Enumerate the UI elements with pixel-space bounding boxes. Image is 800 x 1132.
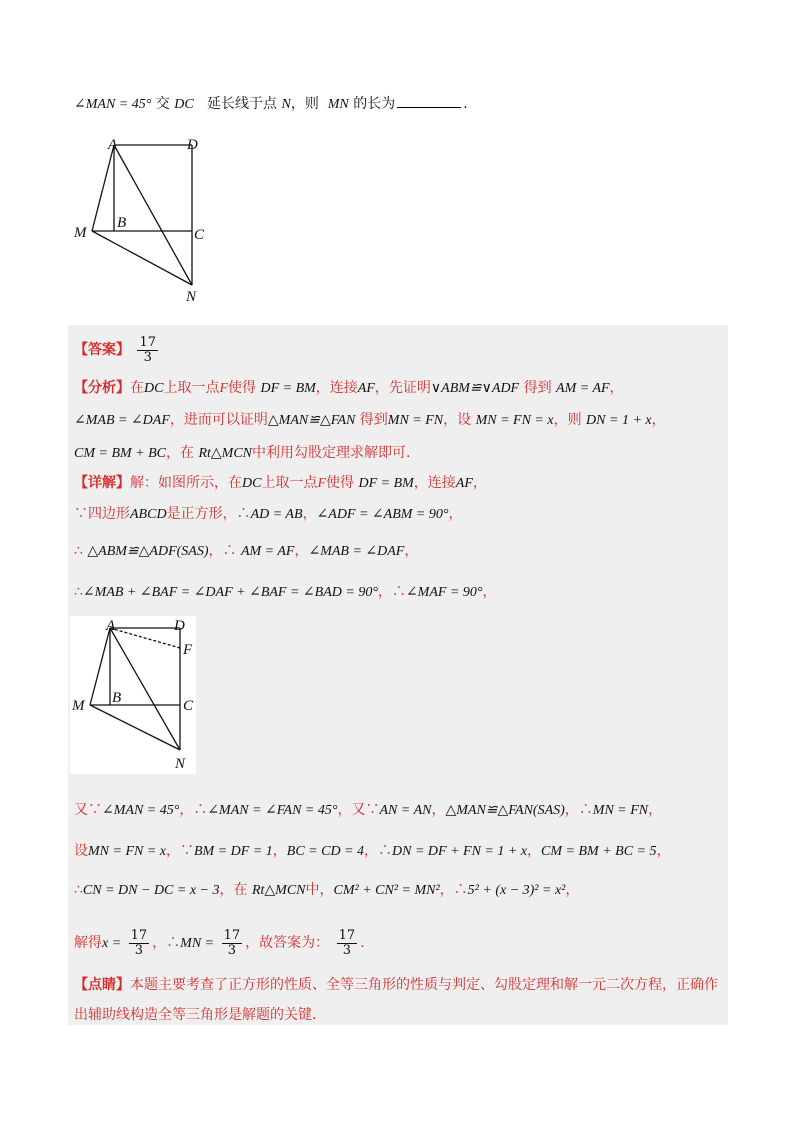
label-f: F <box>183 642 193 658</box>
text: ， <box>527 843 542 859</box>
text: 上取一点 <box>261 475 318 491</box>
text: ， <box>431 802 446 818</box>
text: ，∴ <box>179 802 208 818</box>
detail-line-1 <box>74 473 487 494</box>
text: 得到 <box>523 380 552 396</box>
text: 本题主要考查了正方形的性质、全等三角形的性质与判定、勾股定理和解一元二次方程，正确作 <box>130 977 718 993</box>
math: ∠MAN = 45° <box>102 803 180 818</box>
math: ∨ABM≌∨ADF <box>430 381 520 396</box>
math: Rt△MCN <box>251 883 306 898</box>
text: ， <box>472 475 487 491</box>
text: ， <box>294 543 309 559</box>
text: ， <box>651 412 666 428</box>
math: x = <box>102 936 122 951</box>
label-d: D <box>174 618 185 634</box>
text: ∴ <box>74 584 83 600</box>
text: ， <box>302 506 317 522</box>
text: ， <box>448 506 463 522</box>
text: ，在 <box>219 882 248 898</box>
label-c: C <box>194 227 205 243</box>
label-b: B <box>117 215 127 231</box>
text: ，∵ <box>166 843 194 859</box>
text: 上取一点 <box>163 380 220 396</box>
text: ，设 <box>443 412 472 428</box>
text: ，∴ <box>377 584 406 600</box>
math: ABCD <box>130 507 167 522</box>
text: 在 <box>130 380 144 396</box>
text: ， <box>648 802 663 818</box>
label-m: M <box>72 698 85 714</box>
text: ，∴ <box>364 843 393 859</box>
math: AD = AB <box>250 507 303 522</box>
math: BM = DF = 1 <box>194 844 273 859</box>
text: ，连接 <box>315 380 358 396</box>
math: AN = AN <box>379 803 432 818</box>
math: CM = BM + BC = 5 <box>541 844 657 859</box>
question-text: 的长为 <box>353 96 396 112</box>
detail-line-7 <box>74 880 579 901</box>
text: ，又∵ <box>337 802 380 818</box>
question-text: ，则 <box>290 96 319 112</box>
math: DF = BM <box>260 381 316 396</box>
text: 使得 <box>228 380 257 396</box>
math: F <box>219 381 229 396</box>
detail-line-5 <box>74 800 662 821</box>
label-c: C <box>183 698 194 714</box>
math: DF = BM <box>358 476 414 491</box>
text: ∴ <box>74 543 83 559</box>
text: . <box>360 935 365 951</box>
text: 出辅助线构造全等三角形是解题的关键. <box>74 1007 317 1023</box>
fraction-denominator: 3 <box>227 942 236 958</box>
fraction-numerator: 17 <box>130 927 148 943</box>
math: ∠ADF = ∠ABM = 90° <box>316 507 449 522</box>
text: 中利用勾股定理求解即可. <box>252 445 411 461</box>
math: △MAN≌△FAN <box>267 413 356 428</box>
fraction-numerator: 17 <box>139 334 156 350</box>
edge-am <box>92 145 114 231</box>
text: ，在 <box>166 445 194 461</box>
segment-mn: MN <box>327 97 349 112</box>
math: Rt△MCN <box>198 446 252 461</box>
label-a: A <box>106 618 116 634</box>
text: ，进而可以证明 <box>169 412 268 428</box>
comment-line-2 <box>74 1005 316 1025</box>
math: △MAN≌△FAN(SAS) <box>445 803 565 818</box>
analysis-line-3 <box>74 443 410 464</box>
fraction <box>337 929 358 958</box>
math: CM² + CN² = MN² <box>333 883 440 898</box>
math: ∠MAN = ∠FAN = 45° <box>207 803 338 818</box>
answer-label: 【答案】 <box>74 342 130 358</box>
fraction-denominator: 3 <box>342 942 351 958</box>
text: ，故答案为： <box>245 935 330 951</box>
text: ， <box>656 843 671 859</box>
fraction <box>222 929 243 958</box>
math: ∠MAF = 90° <box>405 585 483 600</box>
analysis-line-1 <box>74 378 624 399</box>
text: ， <box>609 380 624 396</box>
math: DC <box>242 476 262 491</box>
math: △ABM≌△ADF(SAS) <box>87 544 209 559</box>
text: ， <box>272 843 287 859</box>
text: 设 <box>74 843 88 859</box>
text: 使得 <box>326 475 355 491</box>
math: DC <box>144 381 164 396</box>
math: MN = FN <box>387 413 444 428</box>
math: AM = AF <box>240 544 295 559</box>
text: 又∵ <box>74 802 102 818</box>
math: MN = <box>180 936 215 951</box>
math: DN = DF + FN = 1 + x <box>392 844 528 859</box>
fraction <box>129 929 150 958</box>
text: ，则 <box>553 412 582 428</box>
period: . <box>463 96 468 112</box>
angle-expression: ∠MAN = 45° <box>74 97 152 112</box>
text: 是正方形，∴ <box>166 506 251 522</box>
text: 解：如图所示，在 <box>130 475 242 491</box>
text: 得到 <box>359 412 388 428</box>
text: ， <box>482 584 497 600</box>
text: ∴ <box>74 882 83 898</box>
math: AF <box>357 381 375 396</box>
math: BC = CD = 4 <box>286 844 365 859</box>
text: ， <box>404 543 419 559</box>
segment-dc: DC <box>174 97 194 112</box>
comment-line-1 <box>74 975 718 995</box>
text: ，∴ <box>208 543 237 559</box>
text: ， <box>565 882 580 898</box>
detail-line-8 <box>74 925 365 962</box>
label-n: N <box>186 289 197 305</box>
text: ，先证明 <box>374 380 431 396</box>
geometry-figure-2 <box>70 616 196 774</box>
answer-fraction <box>137 336 158 365</box>
math: AF <box>455 476 473 491</box>
detail-label: 【详解】 <box>74 475 130 491</box>
math: DN = 1 + x <box>586 413 652 428</box>
detail-line-2 <box>74 504 462 525</box>
math: ∠MAB + ∠BAF = ∠DAF + ∠BAF = ∠BAD = 90° <box>82 585 378 600</box>
label-a: A <box>108 137 118 153</box>
text: ∵四边形 <box>74 506 130 522</box>
math: MN = FN = x <box>88 844 166 859</box>
fraction-denominator: 3 <box>134 942 144 958</box>
math: CM = BM + BC <box>74 446 166 461</box>
point-n: N <box>281 97 291 112</box>
math: ∠MAB = ∠DAF <box>74 413 170 428</box>
math: 5² + (x − 3)² = x² <box>467 883 566 898</box>
fraction-numerator: 17 <box>338 927 356 943</box>
fraction-denominator: 3 <box>143 349 152 365</box>
edge-am <box>90 628 110 705</box>
text: 中， <box>305 882 334 898</box>
question-text: 延长线于点 <box>207 96 278 112</box>
math: ∠MAB = ∠DAF <box>308 544 405 559</box>
math: CN = DN − DC = x − 3 <box>82 883 220 898</box>
detail-line-6 <box>74 841 670 862</box>
text: 解得 <box>74 935 102 951</box>
label-b: B <box>112 690 122 706</box>
fraction-numerator: 17 <box>223 927 241 943</box>
math: AM = AF <box>556 381 610 396</box>
detail-line-3 <box>74 541 418 562</box>
text: ，连接 <box>413 475 456 491</box>
text: ，∴ <box>152 935 181 951</box>
analysis-line-2 <box>74 410 666 431</box>
answer-line <box>74 330 161 370</box>
question-text: 交 <box>155 96 170 112</box>
label-n: N <box>175 756 186 772</box>
text: ，∴ <box>564 802 593 818</box>
question-line <box>74 94 468 115</box>
analysis-label: 【分析】 <box>74 380 130 396</box>
comment-label: 【点睛】 <box>74 977 130 993</box>
label-d: D <box>187 137 198 153</box>
edge-an <box>110 628 180 750</box>
math: F <box>317 476 327 491</box>
answer-blank <box>397 95 461 108</box>
geometry-figure-1 <box>70 135 220 310</box>
text: ，∴ <box>439 882 468 898</box>
math: MN = FN = x <box>475 413 554 428</box>
detail-line-4 <box>74 582 496 603</box>
label-m: M <box>74 225 87 241</box>
math: MN = FN <box>592 803 649 818</box>
